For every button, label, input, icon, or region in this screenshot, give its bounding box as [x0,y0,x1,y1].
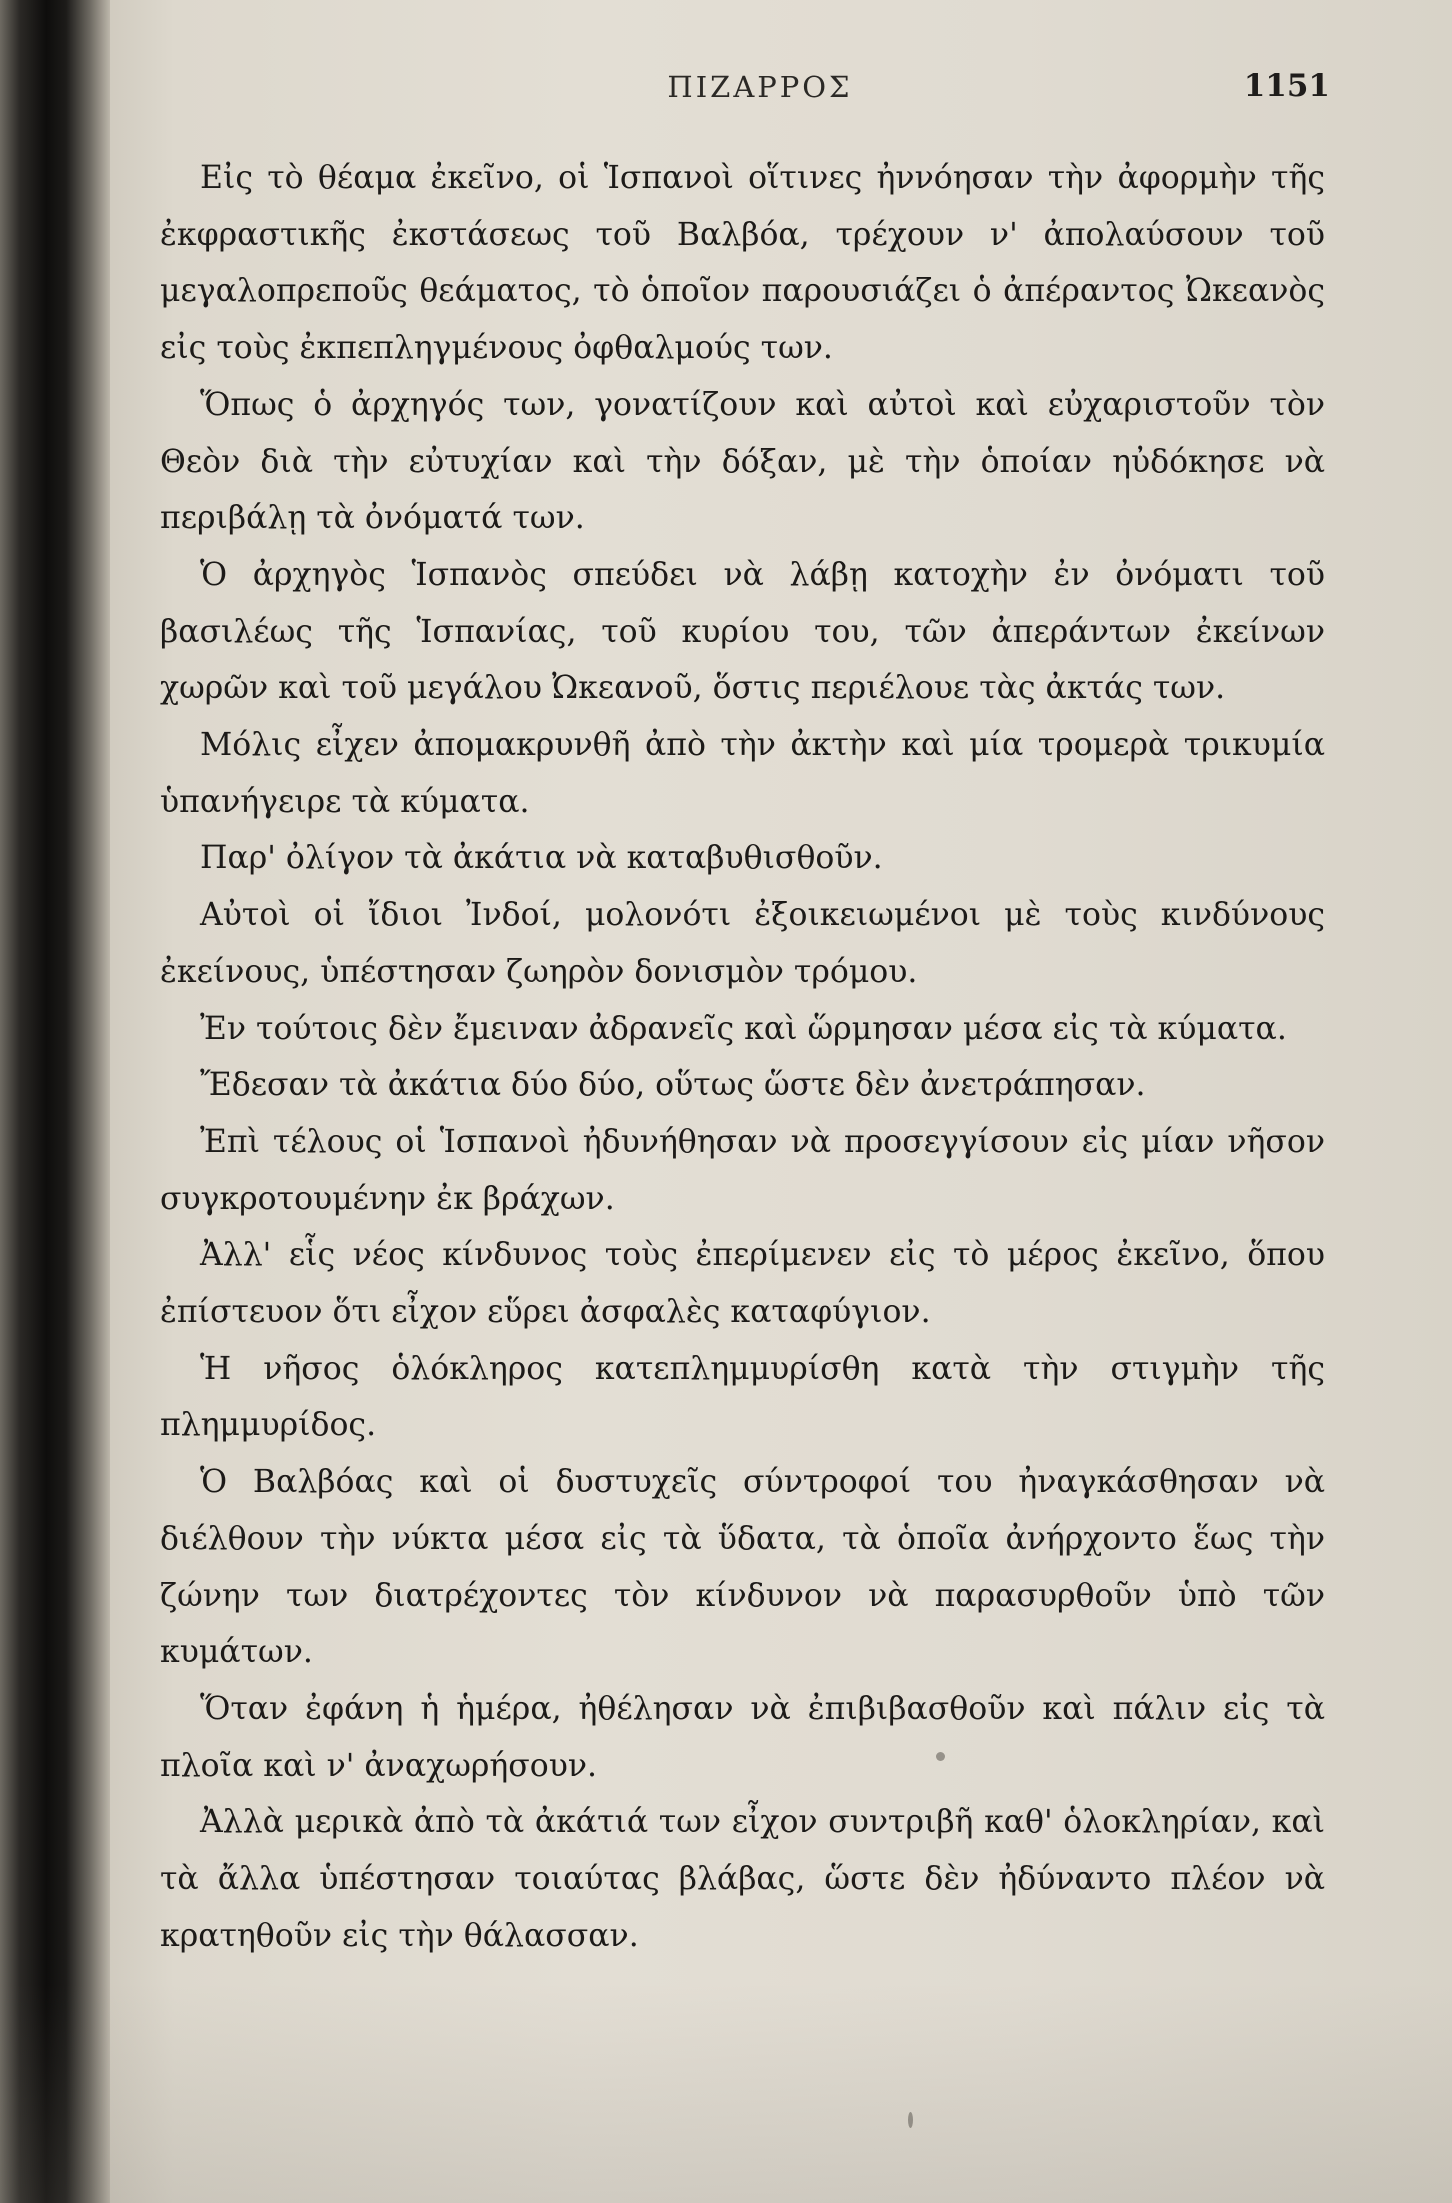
body-text [160,150,1325,1965]
paragraph-4: Μόλις εἶχεν ἀπομακρυνθῆ ἀπὸ τὴν ἀκτὴν καὶ μία τρομερὰ τρικυμία ὑπανήγειρε τὰ κύματα. [160,727,1325,820]
paragraph-5: Παρ' ὀλίγον τὰ ἀκάτια νὰ καταβυθισθοῦν. [200,840,883,877]
page-number: 1151 [1243,68,1330,104]
paragraph-13: Ὅταν ἐφάνη ἡ ἡμέρα, ἠθέλησαν νὰ ἐπιβιβασθοῦν καὶ πάλιν εἰς τὰ πλοῖα καὶ ν' ἀναχωρήσουν. [160,1690,1325,1784]
paragraph-1: Εἰς τὸ θέαμα ἐκεῖνο, οἱ Ἱσπανοὶ οἵτινες ἠννόησαν τὴν ἀφορμὴν τῆς ἐκφραστικῆς ἐκστάσεως τοῦ Βαλβόα, τρέχουν ν' ἀπολαύσουν τοῦ μεγαλοπρεποῦς θεάματος, τὸ ὁποῖον παρουσιάζει ὁ ἀπέραντος Ὠκεανὸς εἰς τοὺς ἐκπεπληγμένους ὀφθαλμούς των. [160,160,1325,367]
page-shading [0,1983,1452,2203]
paragraph-2: Ὅπως ὁ ἀρχηγός των, γονατίζουν καὶ αὐτοὶ καὶ εὐχαριστοῦν τὸν Θεὸν διὰ τὴν εὐτυχίαν καὶ τὴν δόξαν, μὲ τὴν ὁποίαν ηὐδόκησε νὰ περιβάλῃ τὰ ὀνόματά των. [160,386,1325,537]
paragraph-6: Αὐτοὶ οἱ ἴδιοι Ἰνδοί, μολονότι ἐξοικειωμένοι μὲ τοὺς κινδύνους ἐκείνους, ὑπέστησαν ζωηρὸν δονισμὸν τρόμου. [160,897,1325,990]
paragraph-14: Ἀλλὰ μερικὰ ἀπὸ τὰ ἀκάτιά των εἶχον συντριβῆ καθ' ὁλοκληρίαν, καὶ τὰ ἄλλα ὑπέστησαν τοιαύτας βλάβας, ὥστε δὲν ἠδύναντο πλέον νὰ κρατηθοῦν εἰς τὴν θάλασσαν. [160,1804,1325,1954]
paragraph-9: Ἐπὶ τέλους οἱ Ἱσπανοὶ ἠδυνήθησαν νὰ προσεγγίσουν εἰς μίαν νῆσον συγκροτουμένην ἐκ βράχων. [160,1123,1325,1217]
page-header [200,66,1330,122]
book-gutter-shadow [0,0,110,2203]
paragraph-10: Ἀλλ' εἷς νέος κίνδυνος τοὺς ἐπερίμενεν εἰς τὸ μέρος ἐκεῖνο, ὅπου ἐπίστευον ὅτι εἶχον εὕρει ἀσφαλὲς καταφύγιον. [160,1237,1325,1331]
ink-speck [936,1752,945,1761]
ink-speck [908,2112,913,2128]
running-head: ΠΙΖΑΡΡΟΣ [667,70,853,104]
paragraph-8: Ἔδεσαν τὰ ἀκάτια δύο δύο, οὕτως ὥστε δὲν ἀνετράπησαν. [200,1067,1146,1104]
paragraph-11: Ἡ νῆσος ὁλόκληρος κατεπλημμυρίσθη κατὰ τὴν στιγμὴν τῆς πλημμυρίδος. [160,1350,1325,1444]
paragraph-12: Ὁ Βαλβόας καὶ οἱ δυστυχεῖς σύντροφοί του ἠναγκάσθησαν νὰ διέλθουν τὴν νύκτα μέσα εἰς τὰ ὕδατα, τὰ ὁποῖα ἀνήρχοντο ἕως τὴν ζώνην των διατρέχοντες τὸν κίνδυνον νὰ παρασυρθοῦν ὑπὸ τῶν κυμάτων. [160,1464,1325,1671]
paragraph-7: Ἐν τούτοις δὲν ἔμειναν ἀδρανεῖς καὶ ὥρμησαν μέσα εἰς τὰ κύματα. [200,1010,1287,1047]
paragraph-3: Ὁ ἀρχηγὸς Ἱσπανὸς σπεύδει νὰ λάβῃ κατοχὴν ἐν ὀνόματι τοῦ βασιλέως τῆς Ἱσπανίας, τοῦ κυρίου του, τῶν ἀπεράντων ἐκείνων χωρῶν καὶ τοῦ μεγάλου Ὠκεανοῦ, ὅστις περιέλουε τὰς ἀκτάς των. [160,556,1325,707]
